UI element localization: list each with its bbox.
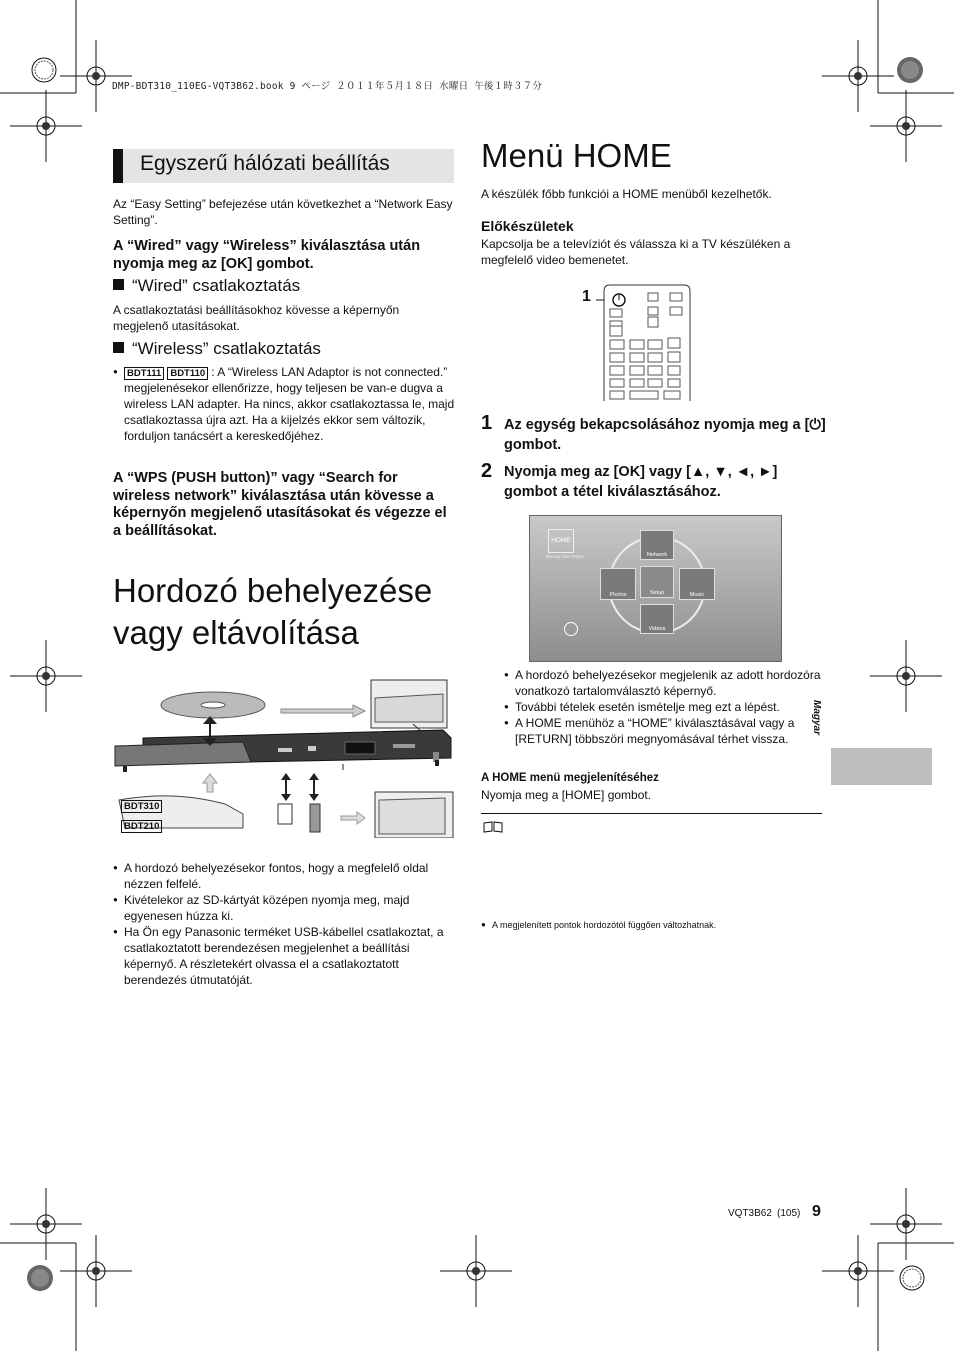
wireless-note-text: : A “Wireless LAN Adaptor is not connected.” megjelenésekor ellenőrizze, hogy teljesen be van-e dugva a wireless LAN adapter. Ha nincs, akkor csatlakoztassa le, majd csatlakoztassa újra azt. Ha a kijelzés ekkor sem változik, forduljon tanácsért a kereskedőjéhez. <box>124 365 455 443</box>
model-tag: BDT111 <box>124 367 164 380</box>
step-2-text: Nyomja meg az [OK] vagy [▲, ▼, ◄, ►] gombot a tétel kiválasztásához. <box>504 464 778 500</box>
model-tag: BDT110 <box>167 367 208 380</box>
step-1-number: 1 <box>481 412 493 434</box>
wired-heading-text: “Wired” csatlakoztatás <box>132 276 301 295</box>
home-bullet-list <box>504 667 829 747</box>
setup-icon[interactable] <box>640 566 674 598</box>
prep-text: Kapcsolja be a televíziót és válassza ki a TV készüléken a megfelelő video bemenetet. <box>481 237 791 267</box>
note-text: ● A megjelenített pontok hordozótól függően változhatnak. <box>481 920 832 930</box>
footer-code: VQT3B62 <box>728 1208 772 1219</box>
model-tag: BDT210 <box>121 820 162 833</box>
file-header-line: DMP-BDT310_110EG-VQT3B62.book 9 ページ ２０１１年５月１８日 水曜日 午後１時３７分 <box>112 81 543 92</box>
square-bullet-icon <box>113 342 124 353</box>
home-menu-title: Menü HOME <box>481 137 672 174</box>
media-title <box>113 570 432 654</box>
media-title-line2: vagy eltávolítása <box>113 614 359 651</box>
setup-label: Setup <box>649 590 665 596</box>
divider <box>481 813 822 814</box>
network-icon[interactable] <box>640 530 674 560</box>
section-title-bar <box>113 149 454 183</box>
prep-heading: Előkészületek <box>481 218 574 234</box>
music-icon[interactable] <box>679 568 715 600</box>
instruction-wired-wireless: A “Wired” vagy “Wireless” kiválasztása után nyomja meg az [OK] gombot. <box>113 238 421 272</box>
language-tab-block <box>831 748 932 785</box>
section-title: Egyszerű hálózati beállítás <box>140 152 390 175</box>
list-item: ● További tételek esetén ismételje meg ezt a lépést. <box>504 699 829 715</box>
list-item: ● A hordozó behelyezésekor megjelenik az adott hordozóra vonatkozó tartalomválasztó képernyő. <box>504 667 829 699</box>
list-item: ● Ha Ön egy Panasonic terméket USB-kábellel csatlakoztat, a csatlakoztatott berendezésen megjelenhet a beállítási képernyő. A részletekért olvassa el a csatlakoztatott berendezés útmutatóját. <box>113 924 458 988</box>
model-tag: BDT310 <box>121 800 162 813</box>
photos-label: Photos <box>609 592 627 598</box>
figure-model-tags <box>121 796 165 834</box>
step-2-number: 2 <box>481 460 493 482</box>
network-intro: Az “Easy Setting” befejezése után következhet a “Network Easy Setting”. <box>113 197 453 227</box>
network-label: Network <box>646 552 668 558</box>
videos-icon[interactable] <box>640 604 674 634</box>
remote-control-illustration <box>592 283 692 403</box>
footer-page-paren: (105) <box>777 1208 801 1219</box>
device-label: Blu-ray Disc Player <box>546 554 585 559</box>
wireless-note <box>113 364 464 444</box>
wired-text: A csatlakoztatási beállításokhoz kövesse a képernyőn megjelenő utasításokat. <box>113 303 400 333</box>
media-title-line1: Hordozó behelyezése <box>113 572 433 609</box>
home-menu-screenshot <box>529 515 782 662</box>
home-intro: A készülék főbb funkciói a HOME menüből kezelhetők. <box>481 187 772 201</box>
list-item: ● A HOME menühöz a “HOME” kiválasztásával vagy a [RETURN] többszöri megnyomásával térhet vissza. <box>504 715 829 747</box>
wireless-heading-text: “Wireless” csatlakoztatás <box>132 339 321 358</box>
photos-icon[interactable] <box>600 568 636 600</box>
videos-label: Videos <box>648 626 666 632</box>
home-label: HOME <box>548 529 574 553</box>
music-label: Music <box>689 592 705 598</box>
language-side-label: Magyar <box>811 700 822 736</box>
list-item: ● Kivételekor az SD-kártyát középen nyomja meg, majd egyenesen húzza ki. <box>113 892 458 924</box>
list-item: ● A hordozó behelyezésekor fontos, hogy a megfelelő oldal nézzen felfelé. <box>113 860 458 892</box>
wireless-heading <box>113 339 321 359</box>
instruction-wps: A “WPS (PUSH button)” vagy “Search for wireless network” kiválasztása után kövesse a képernyőn megjelenő utasításokat és végezze el a beállításokat. <box>113 470 447 539</box>
square-bullet-icon <box>113 279 124 290</box>
step-1-text: Az egység bekapcsolásához nyomja meg a [⏻] gombot. <box>504 417 826 453</box>
wired-heading <box>113 276 300 296</box>
remote-callout-number: 1 <box>582 288 591 305</box>
section-title-marker <box>113 149 123 183</box>
media-bullet-list <box>113 860 458 988</box>
display-text: Nyomja meg a [HOME] gombot. <box>481 788 652 802</box>
note-book-icon <box>483 821 503 833</box>
display-heading: A HOME menü megjelenítéséhez <box>481 772 659 784</box>
page-number: 9 <box>812 1203 821 1220</box>
navigation-cross-icon <box>564 622 578 636</box>
